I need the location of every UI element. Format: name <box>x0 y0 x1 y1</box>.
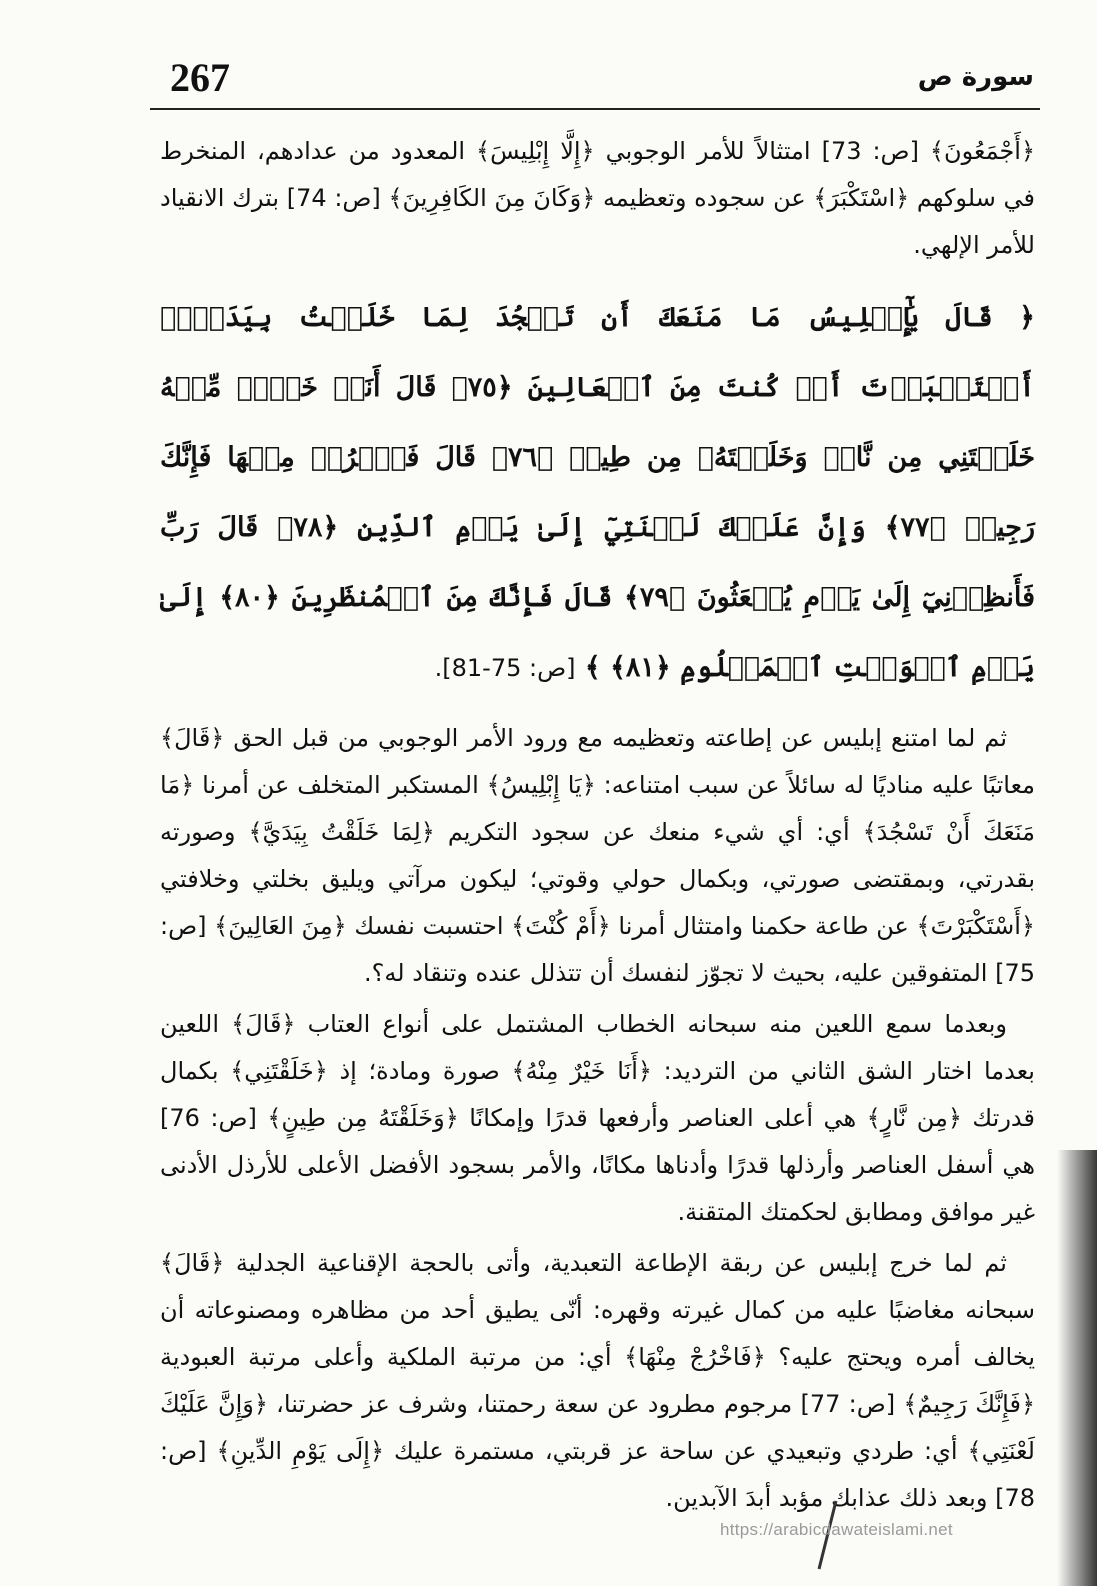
quran-reference: [ص: 75-81]. <box>434 654 576 682</box>
scan-shadow-edge <box>1057 1150 1097 1586</box>
paragraph-3: وبعدما سمع اللعين منه سبحانه الخطاب المشتمل على أنواع العتاب ﴿قَالَ﴾ اللعين بعدما اختار الشق الثاني من الترديد: ﴿أَنَا خَيْرٌ مِنْهُ﴾ صورة ومادة؛ إذ ﴿خَلَقْتَنِي﴾ بكمال قدرتك ﴿مِن نَّارٍ﴾ هي أعلى العناصر وأرفعها قدرًا وإمكانًا ﴿وَخَلَقْتَهُ مِن طِينٍ﴾ [ص: 76] هي أسفل العناصر وأرذلها قدرًا وأدناها مكانًا، والأمر بسجود الأفضل الأعلى للأرذل الأدنى غير موافق ومطابق لحكمتك المتقنة. <box>160 1010 1035 1226</box>
quran-verses: ﴿ قَالَ يَٰٓإِبۡلِيسُ مَا مَنَعَكَ أَن تَسۡجُدَ لِمَا خَلَقۡتُ بِيَدَيَّۖ أَسۡتَكۡبَرۡتَ أَمۡ كُنتَ مِنَ ٱلۡعَالِينَ ﴿٧٥﴾ قَالَ أَنَا۠ خَيۡرٞ مِّنۡهُ خَلَقۡتَنِي مِن نَّارٖ وَخَلَقۡتَهُۥ مِن طِينٖ ﴿٧٦﴾ قَالَ فَٱخۡرُجۡ مِنۡهَا فَإِنَّكَ رَجِيمٞ ﴿٧٧﴾ وَإِنَّ عَلَيۡكَ لَعۡنَتِيٓ إِلَىٰ يَوۡمِ ٱلدِّينِ ﴿٧٨﴾ قَالَ رَبِّ فَأَنظِرۡنِيٓ إِلَىٰ يَوۡمِ يُبۡعَثُونَ ﴿٧٩﴾ قَالَ فَإِنَّكَ مِنَ ٱلۡمُنظَرِينَ ﴿٨٠﴾ إِلَىٰ يَوۡمِ ٱلۡوَقۡتِ ٱلۡمَعۡلُومِ ﴿٨١﴾ ﴾ <box>160 302 1036 683</box>
page-number: 267 <box>170 55 230 100</box>
page-header <box>150 48 1040 110</box>
surah-title: سورة ص <box>917 62 1034 92</box>
paragraph-2: ثم لما امتنع إبليس عن إطاعته وتعظيمه مع ورود الأمر الوجوبي من قبل الحق ﴿قَالَ﴾ معاتبًا عليه مناديًا له سائلاً عن سبب امتناعه: ﴿يَا إِبْلِيسُ﴾ المستكبر المتخلف عن أمرنا ﴿مَا مَنَعَكَ أَنْ تَسْجُدَ﴾ أي: أي شيء منعك عن سجود التكريم ﴿لِمَا خَلَقْتُ بِيَدَيَّ﴾ وصورته بقدرتي، وبمقتضى صورتي، وبكمال حولي وقوتي؛ ليكون مرآتي ويليق بخلتي وخلافتي ﴿أَسْتَكْبَرْتَ﴾ عن طاعة حكمنا وامتثال أمرنا ﴿أَمْ كُنْتَ﴾ احتسبت نفسك ﴿مِنَ العَالِينَ﴾ [ص: 75] المتفوقين عليه، بحيث لا تجوّز لنفسك أن تتذلل عنده وتنقاد له؟. <box>160 724 1035 987</box>
page-body <box>160 128 1035 1522</box>
watermark-url: https://arabicdawateislami.net <box>720 1520 953 1539</box>
paragraph-1: ﴿أَجْمَعُونَ﴾ [ص: 73] امتثالاً للأمر الوجوبي ﴿إِلَّا إِبْلِيسَ﴾ المعدود من عدادهم، المنخرط في سلوكهم ﴿اسْتَكْبَرَ﴾ عن سجوده وتعظيمه ﴿وَكَانَ مِنَ الكَافِرِينَ﴾ [ص: 74] بترك الانقياد للأمر الإلهي. <box>160 137 1036 259</box>
quran-verses-block <box>160 283 1035 703</box>
paragraph-4: ثم لما خرج إبليس عن ربقة الإطاعة التعبدية، وأتى بالحجة الإقناعية الجدلية ﴿قَالَ﴾ سبحانه مغاضبًا عليه من كمال غيرته وقهره: أنّى يطيق أحد من مظاهره ومصنوعاته أن يخالف أمره ويحتج عليه؟ ﴿فَاخْرُجْ مِنْهَا﴾ أي: من مرتبة الملكية وأعلى مرتبة العبودية ﴿فَإِنَّكَ رَجِيمٌ﴾ [ص: 77] مرجوم مطرود عن سعة رحمتنا، وشرف عز حضرتنا، ﴿وَإِنَّ عَلَيْكَ لَعْنَتِي﴾ أي: طردي وتبعيدي عن ساحة عز قربتي، مستمرة عليك ﴿إِلَى يَوْمِ الدِّينِ﴾ [ص: 78] وبعد ذلك عذابك مؤبد أبدَ الآبدين. <box>160 1249 1036 1512</box>
